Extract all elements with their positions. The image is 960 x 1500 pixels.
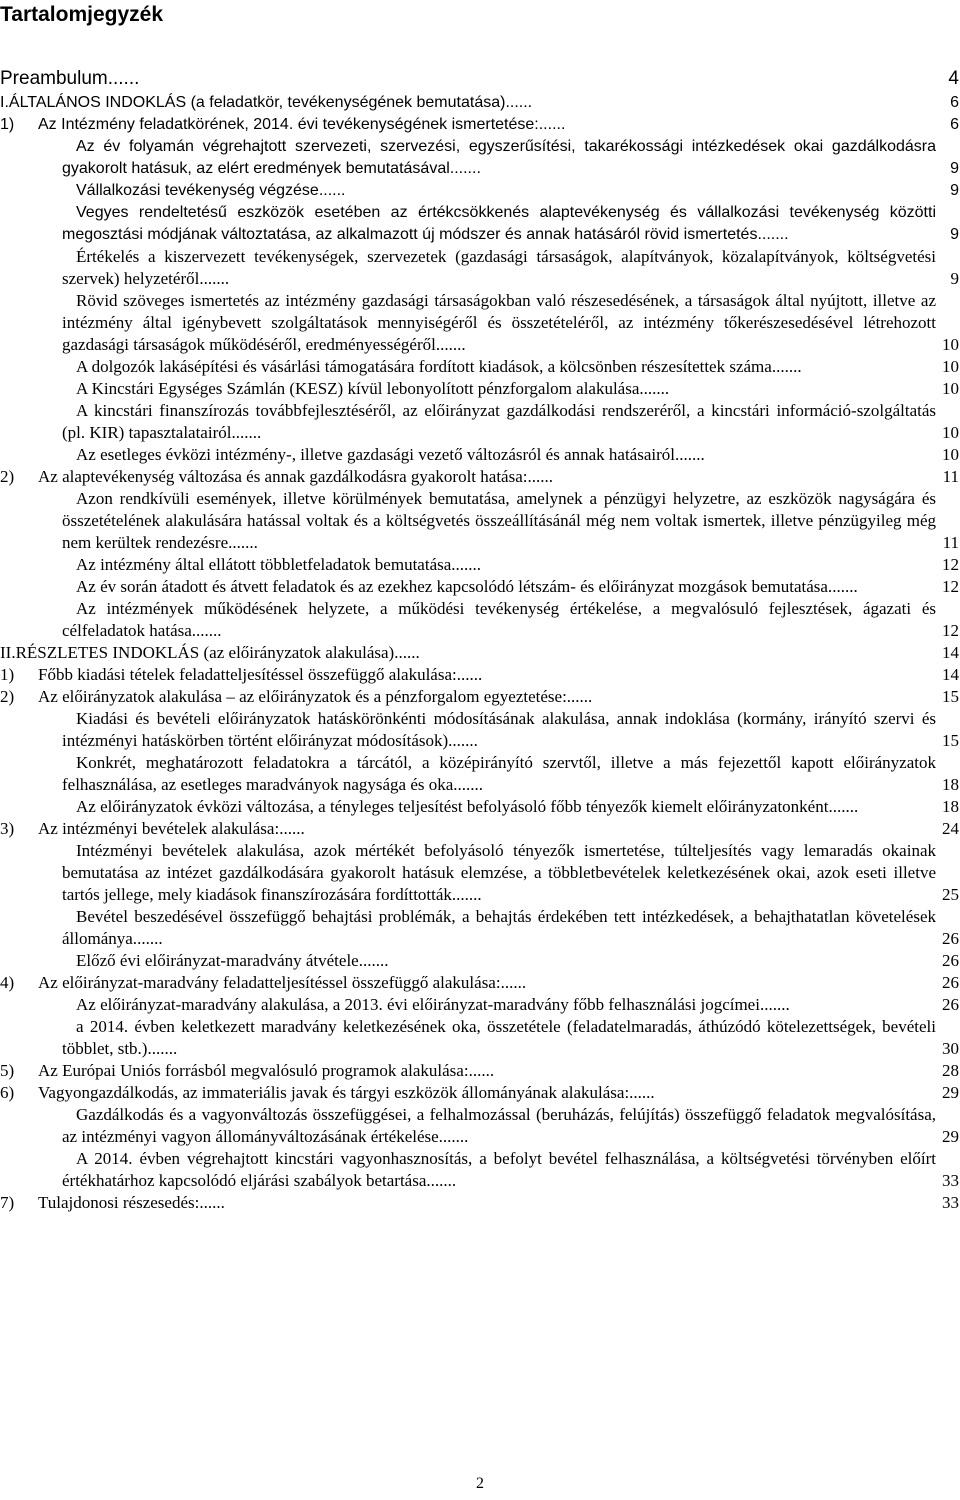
toc-leader-dots: ...... — [394, 643, 420, 662]
toc-entry-number — [0, 554, 76, 576]
toc-entry-title: Vegyes rendeltetésű eszközök esetében az értékcsökkenés alaptevékenység és vállalkozási tevékenység közötti megosztási módjának változtatása, az alkalmazott új módszer és annak hatásáról rövid ismertetés. — [62, 204, 936, 243]
toc-entry-title: Konkrét, meghatározott feladatokra a tárcától, a középirányító szervtől, illetve a más fejezettől kapott előirányzatok felhasználása, az esetleges maradványok nagysága és oka. — [62, 753, 936, 794]
toc-entry[interactable] — [0, 1148, 960, 1192]
toc-entry-title: Az előirányzat-maradvány alakulása, a 2013. évi előirányzat-maradvány főbb felhasználási jogcímei. — [76, 995, 765, 1014]
toc-entry-number: I. — [0, 94, 9, 111]
toc-page-number: 9 — [950, 160, 959, 177]
toc-entry-number: 2) — [0, 467, 15, 486]
page-title: Tartalomjegyzék — [0, 3, 164, 26]
toc-entry[interactable] — [0, 818, 960, 840]
toc-entry[interactable] — [0, 444, 960, 466]
toc-entry[interactable] — [0, 1082, 960, 1104]
toc-page-number: 10 — [942, 357, 959, 376]
toc-entry[interactable] — [0, 950, 960, 972]
toc-entry-number — [0, 1104, 76, 1126]
toc-entry-title: a 2014. évben keletkezett maradvány keletkezésének oka, összetétele (feladatelmaradás, áthúzódó kötelezettségek, bevételi többlet, stb.). — [62, 1017, 936, 1058]
toc-entry[interactable] — [0, 1016, 960, 1060]
toc-entry[interactable] — [0, 994, 960, 1016]
toc-page-number: 18 — [942, 797, 959, 816]
toc-leader-dots: ...... — [457, 775, 484, 794]
toc-entry[interactable] — [0, 488, 960, 554]
toc-page-number: 11 — [942, 533, 959, 552]
toc-entry-number — [0, 1148, 76, 1170]
toc-leader-dots: ...... — [107, 68, 140, 89]
toc-entry[interactable] — [0, 92, 960, 114]
toc-entry-title: ÁLTALÁNOS INDOKLÁS (a feladatkör, tevékenységének bemutatása) — [8, 94, 506, 111]
toc-entry-number: 7) — [0, 1193, 15, 1212]
toc-leader-dots: ...... — [629, 1083, 655, 1102]
toc-entry-number — [0, 576, 76, 598]
toc-leader-dots: ...... — [455, 555, 482, 574]
toc-entry-title: Az intézmény által ellátott többletfeladatok bemutatása. — [76, 555, 456, 574]
toc-page-number: 24 — [942, 819, 959, 838]
toc-entry-number — [0, 400, 76, 422]
toc-entry[interactable] — [0, 686, 960, 708]
toc-entry-title: A kincstári finanszírozás továbbfejlesztéséről, az előirányzat gazdálkodási rendszeréről, a kincstári információ-szolgáltatás (pl. KIR) tapasztalatairól. — [62, 401, 936, 442]
toc-leader-dots: ...... — [832, 577, 858, 596]
toc-leader-dots: ...... — [764, 995, 790, 1014]
toc-entry[interactable] — [0, 840, 960, 906]
toc-leader-dots: ...... — [362, 951, 389, 970]
toc-entry-title: Az Intézmény feladatkörének, 2014. évi tevékenységének ismertetése: — [38, 116, 539, 133]
toc-entry[interactable] — [0, 642, 960, 664]
toc-entry-title: Előző évi előirányzat-maradvány átvétele. — [76, 951, 363, 970]
toc-page-number: 12 — [942, 555, 959, 574]
toc-entry-number — [0, 598, 76, 620]
toc-page-number: 12 — [942, 577, 959, 596]
toc-entry-title: Bevétel beszedésével összefüggő behajtási problémák, a behajtás érdekében tett intézkedések, a behajthatatlan követelések állománya. — [62, 907, 936, 948]
toc-entry-title: Vagyongazdálkodás, az immateriális javak és tárgyi eszközök állományának alakulása: — [38, 1083, 630, 1102]
toc-page-number: 9 — [950, 269, 959, 288]
toc-entry-number: 3) — [0, 819, 15, 838]
toc-entry-number — [0, 796, 76, 818]
toc-page-number: 4 — [948, 68, 959, 89]
toc-entry[interactable] — [0, 202, 960, 246]
toc-page-number: 14 — [942, 643, 959, 662]
toc-entry[interactable] — [0, 246, 960, 290]
toc-entry-number: 4) — [0, 973, 15, 992]
toc-entry-number — [0, 180, 76, 202]
toc-entry-title: Az intézmények működésének helyzete, a működési tevékenység értékelése, a megvalósuló fejlesztések, ágazati és célfeladatok hatása. — [62, 599, 936, 640]
toc-entry-number — [0, 1016, 76, 1038]
toc-leader-dots: ...... — [456, 665, 483, 684]
toc-leader-dots: ...... — [430, 1171, 457, 1190]
toc-leader-dots: ...... — [199, 1193, 225, 1212]
toc-entry-title: Az év során átadott és átvett feladatok és az ezekhez kapcsolódó létszám- és előirányzat mozgások bemutatása. — [76, 577, 833, 596]
toc-entry-title: Kiadási és bevételi előirányzatok hatáskörönkénti módosításának alakulása, annak indoklása (kormány, irányító szervi és intézményi hatáskörben történt előirányzat módosítások). — [62, 709, 936, 750]
toc-leader-dots: ...... — [279, 819, 305, 838]
toc-page-number: 28 — [942, 1061, 959, 1080]
toc-entry-title: Az intézményi bevételek alakulása: — [38, 819, 280, 838]
toc-page-number: 14 — [942, 665, 959, 684]
toc-entry-number — [0, 752, 76, 774]
toc-entry[interactable] — [0, 356, 960, 378]
toc-page-number: 26 — [942, 973, 959, 992]
toc-entry-number — [0, 246, 76, 268]
toc-entry-title: RÉSZLETES INDOKLÁS (az előirányzatok alakulása) — [15, 643, 395, 662]
toc-page-number: 25 — [942, 885, 959, 904]
toc-page-number: 26 — [942, 995, 959, 1014]
toc-leader-dots: ...... — [454, 160, 481, 177]
toc-entry-number: 6) — [0, 1083, 15, 1102]
toc-entry[interactable] — [0, 752, 960, 796]
toc-leader-dots: ...... — [442, 1127, 469, 1146]
toc-page-number: 12 — [942, 621, 959, 640]
toc-entry-number — [0, 290, 76, 312]
toc-entry-title: Preambulum — [0, 68, 108, 89]
toc-leader-dots: ...... — [468, 1061, 495, 1080]
toc-entry[interactable] — [0, 708, 960, 752]
toc-entry-title: Az év folyamán végrehajtott szervezeti, szervezési, egyszerűsítési, takarékossági intézkedések okai gazdálkodásra gyakorolt hatásuk, az elért eredmények bemutatásával. — [62, 138, 936, 177]
toc-leader-dots: ...... — [505, 94, 533, 111]
toc-leader-dots: ...... — [452, 731, 478, 750]
toc-entry[interactable] — [0, 180, 960, 202]
toc-entry[interactable] — [0, 466, 960, 488]
table-of-contents — [0, 66, 960, 1214]
toc-entry-title: Értékelés a kiszervezett tevékenységek, szervezetek (gazdasági társaságok, alapítványok, közalapítványok, költségvetési szervek) helyzetéről. — [62, 247, 936, 288]
toc-entry[interactable] — [0, 1060, 960, 1082]
toc-page-number: 15 — [942, 731, 959, 750]
toc-page-number: 15 — [942, 687, 959, 706]
toc-entry-title: Vállalkozási tevékenység végzése — [76, 182, 319, 199]
toc-leader-dots: ...... — [566, 687, 593, 706]
toc-entry-number — [0, 356, 76, 378]
toc-page-number: 29 — [942, 1127, 959, 1146]
toc-entry-number — [0, 906, 76, 928]
toc-entry-number — [0, 994, 76, 1016]
toc-entry-title: Az előirányzatok alakulása – az előirányzatok és a pénzforgalom egyeztetése: — [38, 687, 567, 706]
toc-entry-title: Gazdálkodás és a vagyonváltozás összefüggései, a felhalmozással (beruházás, felújítás) összefüggő feladatok megvalósítása, az intézményi vagyon állományváltozásának értékelése. — [62, 1105, 936, 1146]
toc-entry-number: 5) — [0, 1061, 15, 1080]
toc-leader-dots: ...... — [203, 269, 230, 288]
toc-entry[interactable] — [0, 114, 960, 136]
toc-entry-title: Az esetleges évközi intézmény-, illetve gazdasági vezető változásról és annak hatásairól. — [76, 445, 680, 464]
toc-entry[interactable] — [0, 576, 960, 598]
toc-leader-dots: ...... — [776, 357, 802, 376]
toc-entry-number: 1) — [0, 116, 15, 133]
toc-entry-title: A Kincstári Egységes Számlán (KESZ) kívül lebonyolított pénzforgalom alakulása. — [76, 379, 644, 398]
toc-leader-dots: ...... — [318, 182, 346, 199]
toc-leader-dots: ...... — [500, 973, 527, 992]
toc-entry-title: Azon rendkívüli események, illetve körülmények bemutatása, amelynek a pénzügyi helyzetre, az eszközök nagyságára és összetételének alakulására hatással voltak és a költségvetés összeállításánál még nem voltak ismertek, illetve pénzügyileg még nem kerültek rendezésre. — [62, 489, 936, 552]
toc-leader-dots: ...... — [679, 445, 705, 464]
toc-page-number: 6 — [950, 94, 959, 111]
toc-entry[interactable] — [0, 1192, 960, 1214]
toc-entry-title: Az alaptevékenység változása és annak gazdálkodásra gyakorolt hatása: — [38, 467, 528, 486]
toc-leader-dots: ...... — [761, 226, 789, 243]
toc-leader-dots: ...... — [527, 467, 553, 486]
toc-entry[interactable] — [0, 1104, 960, 1148]
toc-entry-title: Rövid szöveges ismertetés az intézmény gazdasági társaságokban való részesedésének, a társaságok által nyújtott, illetve az intézmény által igénybevett szolgáltatások mennyiségéről és összetételéről, az intézmény tőkerészesedésével létrehozott gazdasági társaságok működéséről, eredményességéről. — [62, 291, 936, 354]
toc-entry-number — [0, 202, 76, 224]
toc-page-number: 10 — [942, 379, 959, 398]
toc-entry[interactable] — [0, 136, 960, 180]
toc-entry-title: Intézményi bevételek alakulása, azok mértékét befolyásoló tényezők ismertetése, túlteljesítés vagy lemaradás okainak bemutatása az intézet gazdálkodására gyakorolt hatásuk elemzése, a többletbevételek keletkezésének okai, azok eseti illetve tartós jellege, mely kiadások finanszírozására fordíttották. — [62, 841, 936, 904]
toc-entry-number — [0, 378, 76, 400]
toc-entry-title: Főbb kiadási tételek feladatteljesítéssel összefüggő alakulása: — [38, 665, 457, 684]
toc-page-number: 29 — [942, 1083, 959, 1102]
toc-page-number: 33 — [942, 1171, 959, 1190]
toc-leader-dots: ...... — [456, 885, 482, 904]
toc-page-number: 11 — [942, 467, 959, 486]
toc-entry[interactable] — [0, 378, 960, 400]
toc-entry[interactable] — [0, 906, 960, 950]
toc-entry-number — [0, 950, 76, 972]
toc-leader-dots: ...... — [137, 929, 163, 948]
toc-entry[interactable] — [0, 66, 960, 92]
toc-page-number: 9 — [950, 182, 959, 199]
toc-entry-number — [0, 708, 76, 730]
toc-entry[interactable] — [0, 290, 960, 356]
toc-entry[interactable] — [0, 664, 960, 686]
toc-entry-title: Tulajdonosi részesedés: — [38, 1193, 200, 1212]
toc-entry-title: Az előirányzatok évközi változása, a tényleges teljesítést befolyásoló főbb tényezők kiemelt előirányzatonként. — [76, 797, 833, 816]
toc-page-number: 10 — [942, 445, 959, 464]
toc-page-number: 33 — [942, 1193, 959, 1212]
toc-entry-title: A dolgozók lakásépítési és vásárlási támogatására fordított kiadások, a kölcsönben részesítettek száma. — [76, 357, 777, 376]
toc-page-number: 30 — [942, 1039, 959, 1058]
toc-leader-dots: ...... — [643, 379, 670, 398]
toc-entry-number — [0, 444, 76, 466]
toc-page-number: 10 — [942, 335, 959, 354]
toc-entry-title: Az előirányzat-maradvány feladatteljesítéssel összefüggő alakulása: — [38, 973, 501, 992]
toc-leader-dots: ...... — [232, 533, 258, 552]
toc-page-number: 10 — [942, 423, 959, 442]
toc-entry-number: 1) — [0, 665, 15, 684]
toc-entry[interactable] — [0, 972, 960, 994]
toc-page-number: 18 — [942, 775, 959, 794]
toc-entry-number: II. — [0, 643, 16, 662]
toc-entry[interactable] — [0, 598, 960, 642]
toc-entry[interactable] — [0, 554, 960, 576]
toc-entry[interactable] — [0, 400, 960, 444]
toc-entry[interactable] — [0, 796, 960, 818]
toc-page-number: 9 — [950, 226, 959, 243]
toc-page-number: 26 — [942, 951, 959, 970]
toc-leader-dots: ...... — [832, 797, 859, 816]
toc-entry-title: Az Európai Uniós forrásból megvalósuló programok alakulása: — [38, 1061, 469, 1080]
toc-entry-number — [0, 136, 76, 158]
toc-leader-dots: ...... — [538, 116, 566, 133]
toc-leader-dots: ...... — [440, 335, 466, 354]
toc-leader-dots: ...... — [151, 1039, 178, 1058]
toc-leader-dots: ...... — [196, 621, 222, 640]
toc-entry-number — [0, 840, 76, 862]
toc-entry-number — [0, 488, 76, 510]
toc-leader-dots: ...... — [235, 423, 262, 442]
footer-page-number: 2 — [476, 1475, 484, 1492]
toc-entry-number: 2) — [0, 687, 15, 706]
toc-page-number: 26 — [942, 929, 959, 948]
toc-entry-title: A 2014. évben végrehajtott kincstári vagyonhasznosítás, a befolyt bevétel felhasználása, a költségvetési törvényben előírt értékhatárhoz kapcsolódó eljárási szabályok betartása. — [62, 1149, 936, 1190]
toc-page-number: 6 — [950, 116, 959, 133]
